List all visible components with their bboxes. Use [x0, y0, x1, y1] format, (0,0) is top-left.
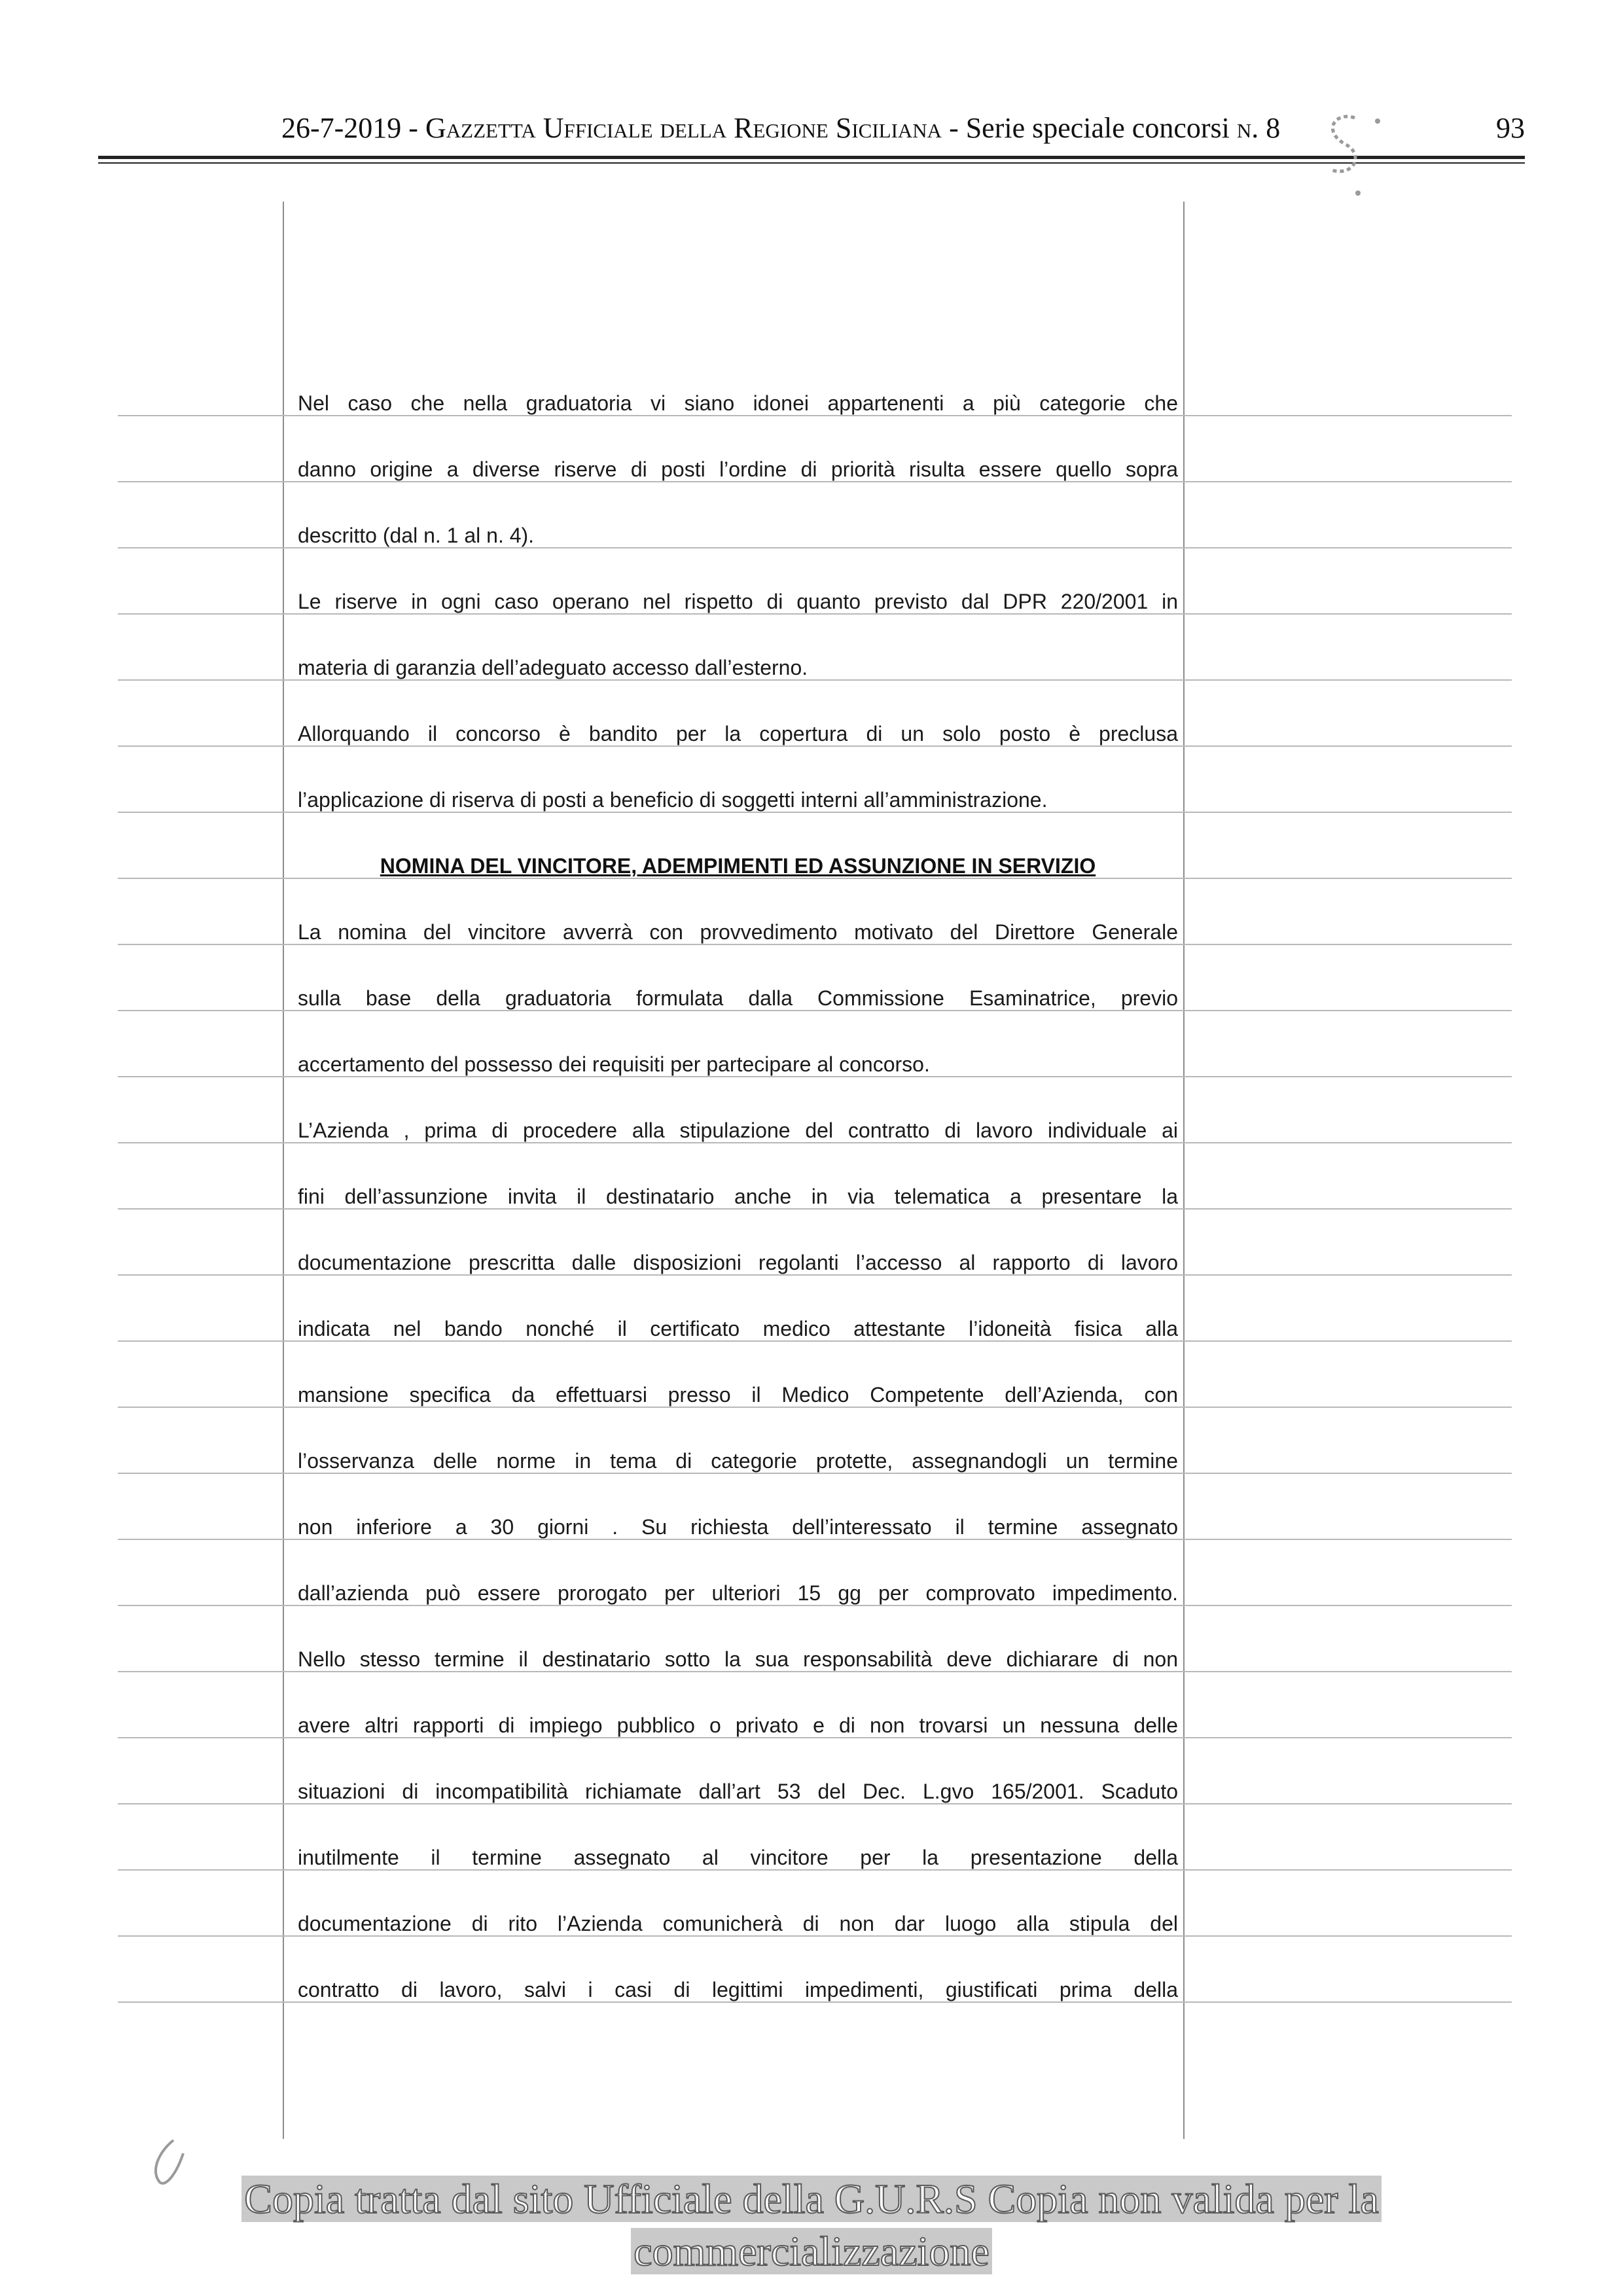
ruled-line [118, 1737, 1512, 1738]
section-heading: NOMINA DEL VINCITORE, ADEMPIMENTI ED ASSUNZIONE IN SERVIZIO [380, 854, 1096, 878]
ruled-line [118, 878, 1512, 879]
header-number: n. 8 [1229, 112, 1281, 144]
margin-line-right [1183, 202, 1185, 2139]
ruled-line [118, 415, 1512, 416]
text-line: inutilmente il termine assegnato al vincitore per la presentazione della [298, 1846, 1178, 1869]
ruled-line [118, 1869, 1512, 1871]
text-line: dall’azienda può essere prorogato per ulteriori 15 gg per comprovato impedimento. [298, 1581, 1178, 1605]
text-line: contratto di lavoro, salvi i casi di legittimi impedimenti, giustificati prima della [298, 1978, 1178, 2001]
ruled-line [118, 1274, 1512, 1276]
footer-line-1: Copia tratta dal sito Ufficiale della G.U.R.S Copia non valida per la [241, 2176, 1382, 2222]
ruled-line [118, 1076, 1512, 1077]
header-publication: Gazzetta Ufficiale della Regione Siciliana [425, 112, 942, 144]
header-series: - Serie speciale concorsi [942, 112, 1230, 144]
ruled-line [118, 613, 1512, 615]
ruled-line [118, 1142, 1512, 1143]
ruled-line [118, 1407, 1512, 1408]
text-line: documentazione prescritta dalle disposizioni regolanti l’accesso al rapporto di lavoro [298, 1251, 1178, 1274]
header-title [281, 111, 1280, 145]
text-line: l’osservanza delle norme in tema di categorie protette, assegnandogli un termine [298, 1449, 1178, 1473]
margin-line-left [283, 202, 284, 2139]
text-line: fini dell’assunzione invita il destinatario anche in via telematica a presentare la [298, 1185, 1178, 1208]
ruled-line [118, 1935, 1512, 1937]
ruled-line [118, 944, 1512, 945]
text-line: Allorquando il concorso è bandito per la copertura di un solo posto è preclusa [298, 722, 1178, 745]
footer-line-2: commercializzazione [631, 2228, 992, 2274]
text-line: materia di garanzia dell’adeguato accesso dall’esterno. [298, 656, 808, 679]
ruled-line [118, 1671, 1512, 1672]
ruled-line [118, 547, 1512, 548]
ruled-line [118, 679, 1512, 681]
text-line: l’applicazione di riserva di posti a beneficio di soggetti interni all’amministrazione. [298, 788, 1048, 812]
text-line: avere altri rapporti di impiego pubblico o privato e di non trovarsi un nessuna delle [298, 1713, 1178, 1737]
ruled-line [118, 1605, 1512, 1606]
text-line: accertamento del possesso dei requisiti per partecipare al concorso. [298, 1052, 930, 1076]
text-line: indicata nel bando nonché il certificato medico attestante l’idoneità fisica alla [298, 1317, 1178, 1340]
ruled-line [118, 1340, 1512, 1342]
text-line: Nel caso che nella graduatoria vi siano idonei appartenenti a più categorie che [298, 391, 1178, 415]
footer-disclaimer [164, 2173, 1459, 2278]
ruled-line [118, 481, 1512, 482]
text-line: danno origine a diverse riserve di posti l’ordine di priorità risulta essere quello sopra [298, 457, 1178, 481]
text-line: L’Azienda , prima di procedere alla stipulazione del contratto di lavoro individuale ai [298, 1119, 1178, 1142]
text-line: situazioni di incompatibilità richiamate dall’art 53 del Dec. L.gvo 165/2001. Scaduto [298, 1780, 1178, 1803]
ruled-line [118, 812, 1512, 813]
stamp-mark-icon [1309, 105, 1394, 203]
ruled-line [118, 1208, 1512, 1210]
text-line: mansione specifica da effettuarsi presso il Medico Competente dell’Azienda, con [298, 1383, 1178, 1407]
text-line: Le riserve in ogni caso operano nel rispetto di quanto previsto dal DPR 220/2001 in [298, 590, 1178, 613]
ruled-line [118, 2001, 1512, 2003]
text-line: descritto (dal n. 1 al n. 4). [298, 524, 535, 547]
text-line: documentazione di rito l’Azienda comunicherà di non dar luogo alla stipula del [298, 1912, 1178, 1935]
text-line: La nomina del vincitore avverrà con provvedimento motivato del Direttore Generale [298, 920, 1178, 944]
header-date: 26-7-2019 - [281, 112, 425, 144]
ruled-line [118, 745, 1512, 747]
ruled-line [118, 1539, 1512, 1540]
text-line: non inferiore a 30 giorni . Su richiesta dell’interessato il termine assegnato [298, 1515, 1178, 1539]
ruled-line [118, 1010, 1512, 1011]
page-number: 93 [1496, 112, 1525, 144]
ruled-line [118, 1803, 1512, 1804]
text-line: Nello stesso termine il destinatario sotto la sua responsabilità deve dichiarare di non [298, 1647, 1178, 1671]
ruled-line [118, 1473, 1512, 1474]
text-line: sulla base della graduatoria formulata dalla Commissione Esaminatrice, previo [298, 986, 1178, 1010]
